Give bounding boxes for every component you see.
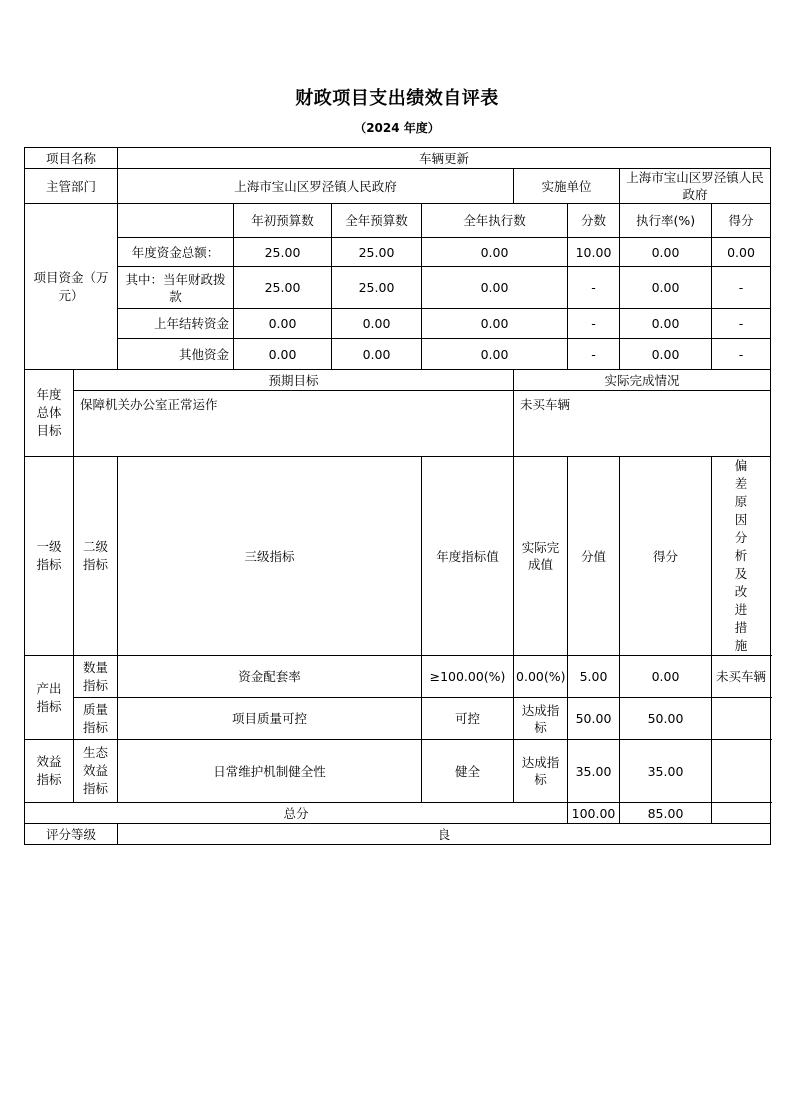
impl-value: 上海市宝山区罗泾镇人民政府: [620, 169, 771, 204]
ind-target: ≥100.00(%): [422, 656, 514, 698]
ind-header-level2: 二级指标: [74, 457, 118, 656]
funds-cell: -: [712, 339, 771, 370]
evaluation-table: [24, 147, 771, 845]
project-name-label: 项目名称: [25, 148, 118, 169]
page-subtitle-year: （2024 年度）: [354, 121, 440, 135]
funds-cell: 25.00: [234, 267, 332, 309]
funds-cell: -: [712, 309, 771, 339]
funds-cell: 0.00: [620, 309, 712, 339]
funds-cell: 0.00: [620, 267, 712, 309]
table-row: [25, 740, 771, 803]
funds-cell: 0.00: [422, 339, 568, 370]
funds-cell: 0.00: [620, 238, 712, 267]
funds-header: 得分: [712, 204, 771, 238]
table-row: [25, 238, 771, 267]
ind-actual: 0.00(%): [514, 656, 568, 698]
ind-score-value: 35.00: [568, 740, 620, 803]
ind-score: 50.00: [620, 698, 712, 740]
ind-actual: 达成指标: [514, 740, 568, 803]
dept-value: 上海市宝山区罗泾镇人民政府: [118, 169, 514, 204]
funds-cell: 0.00: [620, 339, 712, 370]
ind-header-score: 得分: [620, 457, 712, 656]
table-row: [25, 656, 771, 698]
goals-label: 年度总体目标: [25, 370, 74, 457]
ind-header-level1: 一级指标: [25, 457, 74, 656]
table-row: [25, 339, 771, 370]
ind-score-value: 5.00: [568, 656, 620, 698]
total-value: 100.00: [568, 803, 620, 824]
ind-header-actual: 实际完成值: [514, 457, 568, 656]
table-row: [25, 391, 771, 457]
ind-score-value: 50.00: [568, 698, 620, 740]
project-name-value: 车辆更新: [118, 148, 771, 169]
ind-level1: 产出指标: [25, 656, 74, 740]
impl-label: 实施单位: [514, 169, 620, 204]
funds-header: 全年执行数: [422, 204, 568, 238]
funds-header: 全年预算数: [332, 204, 422, 238]
table-row: [25, 267, 771, 309]
grade-label: 评分等级: [25, 824, 118, 845]
funds-cell: -: [568, 339, 620, 370]
funds-cell: 0.00: [234, 309, 332, 339]
funds-cell: -: [568, 267, 620, 309]
total-blank: [712, 803, 771, 824]
dept-label: 主管部门: [25, 169, 118, 204]
ind-header-analysis: 偏差原因分析及改进措施: [712, 457, 771, 656]
funds-cell: -: [712, 267, 771, 309]
ind-analysis: [712, 740, 771, 803]
goals-actual: 未买车辆: [514, 391, 771, 457]
total-score: 85.00: [620, 803, 712, 824]
table-row: [25, 370, 771, 391]
goals-actual-header: 实际完成情况: [514, 370, 771, 391]
funds-row-label: 年度资金总额：: [118, 238, 234, 267]
ind-analysis: 未买车辆: [712, 656, 771, 698]
funds-row-label: 其他资金: [118, 339, 234, 370]
ind-level2: 生态效益指标: [74, 740, 118, 803]
ind-target: 健全: [422, 740, 514, 803]
table-row: [25, 457, 771, 656]
funds-header: 分数: [568, 204, 620, 238]
funds-row-label: 上年结转资金: [118, 309, 234, 339]
funds-cell: 25.00: [234, 238, 332, 267]
funds-cell: 0.00: [332, 309, 422, 339]
funds-row-label: 其中：当年财政拨款: [118, 267, 234, 309]
ind-score: 35.00: [620, 740, 712, 803]
ind-analysis: [712, 698, 771, 740]
ind-header-score-value: 分值: [568, 457, 620, 656]
ind-score: 0.00: [620, 656, 712, 698]
funds-label: 项目资金（万元）: [25, 204, 118, 370]
funds-header: 执行率(%): [620, 204, 712, 238]
funds-header: 年初预算数: [234, 204, 332, 238]
funds-cell: 0.00: [712, 238, 771, 267]
table-row: [25, 698, 771, 740]
funds-cell: 25.00: [332, 267, 422, 309]
goals-expected: 保障机关办公室正常运作: [74, 391, 514, 457]
grade-value: 良: [118, 824, 771, 845]
funds-cell: 10.00: [568, 238, 620, 267]
total-label: 总分: [25, 803, 568, 824]
ind-actual: 达成指标: [514, 698, 568, 740]
funds-header-blank: [118, 204, 234, 238]
funds-cell: 25.00: [332, 238, 422, 267]
page-title: 财政项目支出绩效自评表: [295, 88, 499, 109]
ind-level1: 效益指标: [25, 740, 74, 803]
ind-header-target: 年度指标值: [422, 457, 514, 656]
ind-level2: 质量指标: [74, 698, 118, 740]
ind-level3: 项目质量可控: [118, 698, 422, 740]
table-row: [25, 309, 771, 339]
funds-cell: 0.00: [422, 267, 568, 309]
table-row: [25, 148, 771, 169]
ind-header-level3: 三级指标: [118, 457, 422, 656]
funds-cell: 0.00: [234, 339, 332, 370]
funds-cell: 0.00: [332, 339, 422, 370]
funds-cell: 0.00: [422, 309, 568, 339]
ind-level3: 日常维护机制健全性: [118, 740, 422, 803]
funds-cell: 0.00: [422, 238, 568, 267]
funds-cell: -: [568, 309, 620, 339]
table-row: [25, 824, 771, 845]
ind-level2: 数量指标: [74, 656, 118, 698]
goals-expected-header: 预期目标: [74, 370, 514, 391]
ind-level3: 资金配套率: [118, 656, 422, 698]
table-row: [25, 803, 771, 824]
table-row: [25, 169, 771, 204]
ind-target: 可控: [422, 698, 514, 740]
table-row: [25, 204, 771, 238]
